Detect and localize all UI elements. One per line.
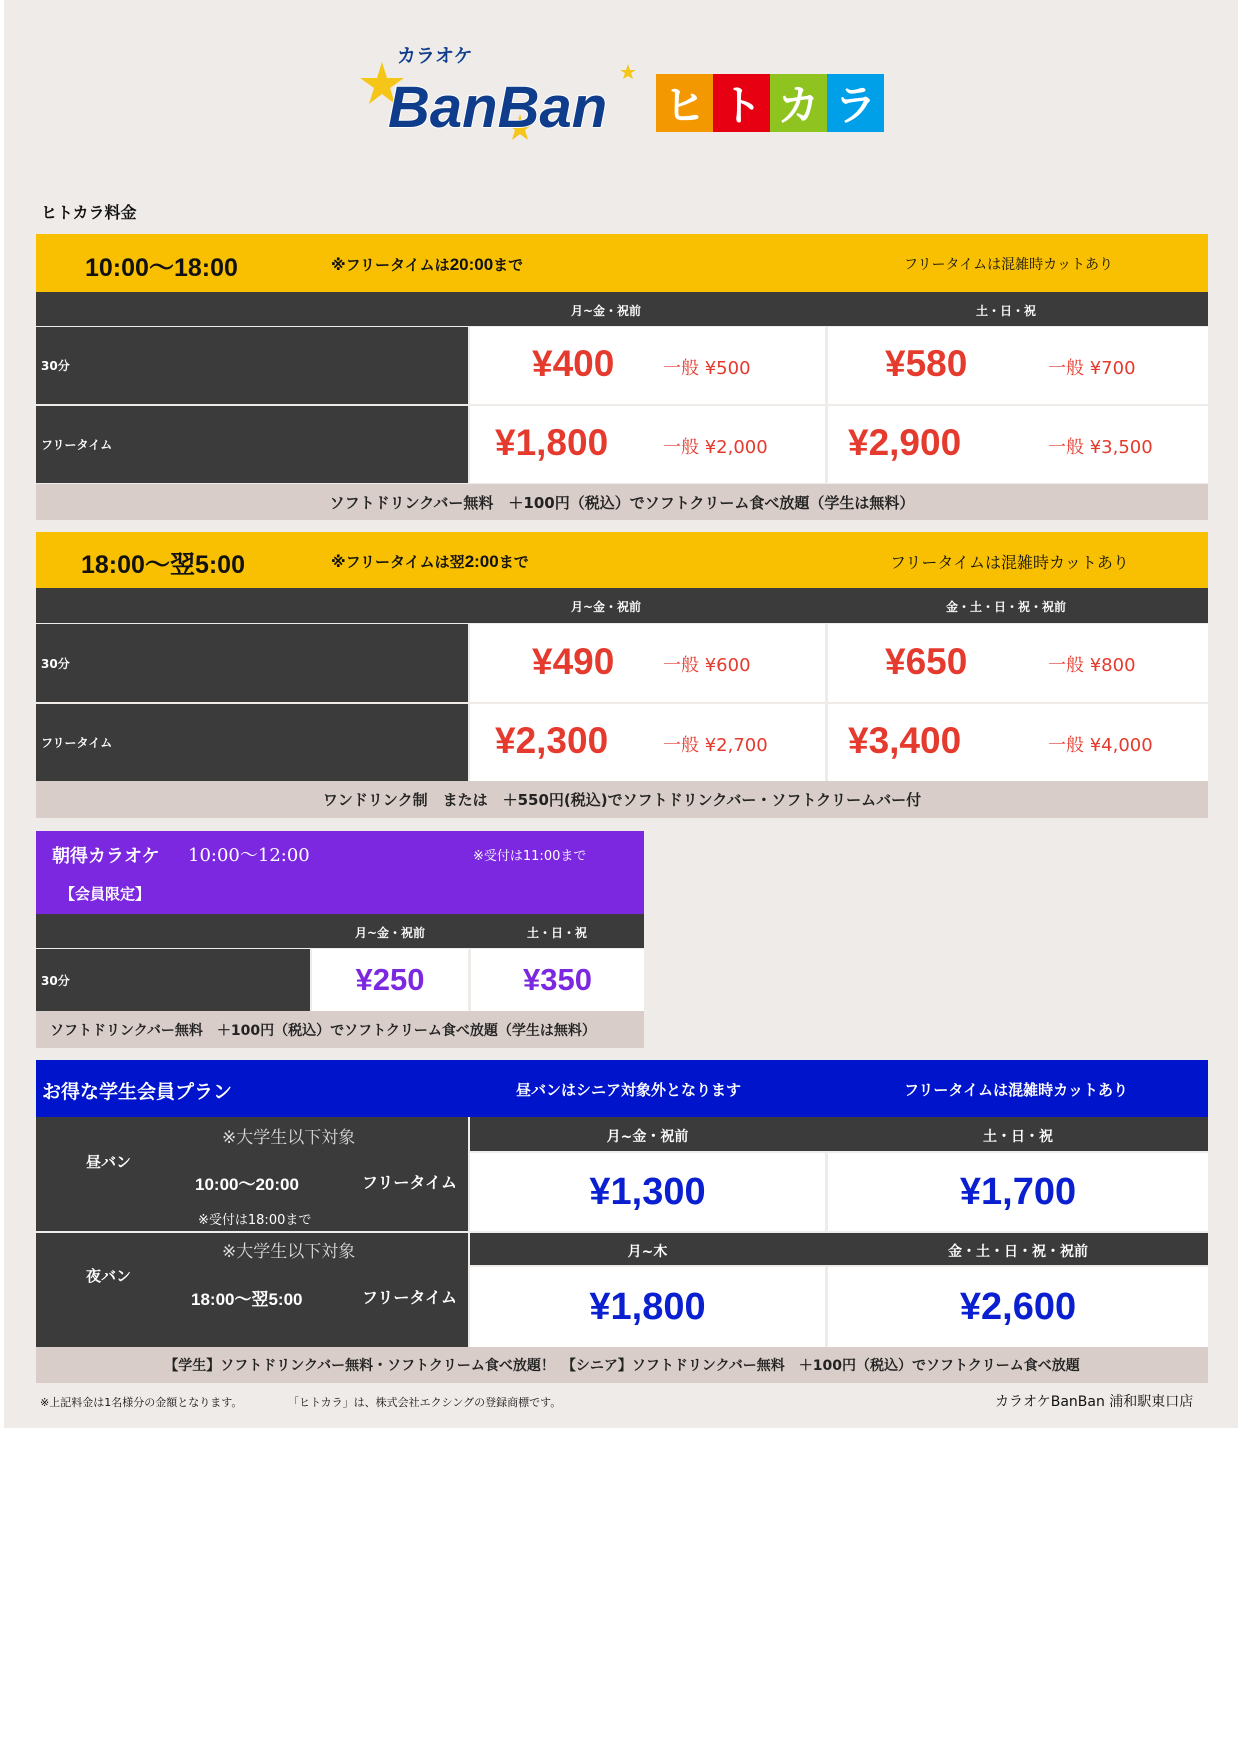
night-col-header	[36, 588, 1208, 623]
student-day-col2: 土・日・祝	[983, 1129, 1053, 1145]
price: ¥1,800	[589, 1285, 706, 1328]
regular-price: 一般 ¥800	[1048, 655, 1136, 676]
night-cut-note: フリータイムは混雑時カットあり	[890, 553, 1129, 572]
price: ¥400	[532, 343, 615, 384]
day-row2-price1	[470, 406, 825, 483]
price: ¥1,800	[495, 422, 609, 463]
night-header	[36, 532, 1208, 588]
hitokara-char: カ	[770, 74, 827, 132]
student-day-target: ※大学生以下対象	[222, 1128, 356, 1148]
regular-price: 一般 ¥600	[663, 655, 751, 676]
note-time: 20:00	[449, 255, 494, 274]
star-icon	[620, 64, 636, 79]
day-time: 10:00～18:00	[85, 254, 238, 282]
day-footer: ソフトドリンクバー無料 ＋100円（税込）でソフトクリーム食べ放題（学生は無料）	[36, 484, 1208, 520]
night-row-label: 30分	[36, 624, 468, 702]
regular-price: 一般 ¥4,000	[1048, 735, 1153, 756]
day-row2-price2	[828, 406, 1208, 483]
student-night-target: ※大学生以下対象	[222, 1242, 356, 1262]
note-prefix: ※フリータイムは翌	[331, 553, 465, 571]
student-title: お得な学生会員プラン	[42, 1081, 233, 1103]
regular-price: 一般 ¥500	[663, 358, 751, 379]
day-row1-price1	[470, 327, 825, 404]
day-freetime-note	[331, 254, 523, 275]
price: ¥2,600	[959, 1285, 1077, 1328]
price: ¥3,400	[848, 720, 962, 761]
banban-main-text: BanBan	[388, 75, 608, 140]
note-suffix: まで	[493, 256, 524, 274]
night-freetime-note	[331, 551, 529, 572]
morning-member-badge: 【会員限定】	[60, 885, 151, 903]
regular-price: 一般 ¥700	[1048, 358, 1136, 379]
note-prefix: ※フリータイムは	[331, 256, 450, 274]
night-row-label: フリータイム	[36, 704, 468, 781]
morning-price2	[471, 949, 644, 1011]
day-row1-price2	[828, 327, 1208, 404]
fee-note: ※上記料金は1名様分の金額となります。	[40, 1396, 243, 1409]
hitokara-char: ラ	[827, 74, 884, 132]
student-day-time: 10:00～20:00	[195, 1175, 299, 1194]
morning-title: 朝得カラオケ	[52, 846, 160, 867]
night-row1-price2	[828, 624, 1208, 702]
student-footer: 【学生】ソフトドリンクバー無料・ソフトクリーム食べ放題！ 【シニア】ソフトドリンクバー無料 ＋100円（税込）でソフトクリーム食べ放題	[36, 1347, 1208, 1383]
price: ¥2,900	[848, 422, 962, 463]
regular-price: 一般 ¥3,500	[1048, 437, 1153, 458]
morning-col-header	[36, 914, 644, 948]
store-name: カラオケBanBan 浦和駅東口店	[995, 1394, 1194, 1410]
day-row-label: フリータイム	[36, 406, 468, 483]
student-day-reception: ※受付は18:00まで	[198, 1213, 312, 1228]
morning-footer: ソフトドリンクバー無料 ＋100円（税込）でソフトクリーム食べ放題（学生は無料）	[36, 1011, 644, 1048]
student-night-col2: 金・土・日・祝・祝前	[948, 1244, 1088, 1260]
night-row1-price1	[470, 624, 825, 702]
student-day-label: 昼バン	[86, 1153, 132, 1171]
page-title: ヒトカラ料金	[41, 203, 137, 222]
student-day-price1	[470, 1153, 825, 1231]
student-night-label: 夜バン	[86, 1267, 132, 1285]
student-senior-note: 昼バンはシニア対象外となります	[516, 1081, 742, 1099]
regular-price: 一般 ¥2,000	[663, 437, 768, 458]
note-suffix: まで	[498, 553, 529, 571]
price: ¥1,700	[959, 1170, 1077, 1213]
student-header	[36, 1060, 1208, 1117]
note-time: 2:00	[464, 552, 499, 571]
night-col2: 金・土・日・祝・祝前	[945, 600, 1066, 614]
night-footer: ワンドリンク制 または ＋550円(税込)でソフトドリンクバー・ソフトクリームバー付	[36, 781, 1208, 818]
student-night-col-header	[470, 1233, 1208, 1265]
price: ¥2,300	[495, 720, 609, 761]
hitokara-char: ヒ	[656, 74, 713, 132]
night-col1: 月~金・祝前	[570, 600, 642, 614]
trademark-note: 「ヒトカラ」は、株式会社エクシングの登録商標です。	[288, 1396, 562, 1409]
price: ¥650	[885, 641, 968, 682]
hitokara-char: ト	[713, 74, 770, 132]
banban-small-text: カラオケ	[397, 46, 473, 67]
student-day-col-header	[470, 1117, 1208, 1151]
price: ¥580	[885, 343, 968, 384]
student-night-price1	[470, 1267, 825, 1347]
day-cut-note: フリータイムは混雑時カットあり	[904, 257, 1114, 273]
day-header	[36, 234, 1208, 292]
night-time: 18:00～翌5:00	[81, 551, 245, 579]
student-day-plan: フリータイム	[362, 1173, 458, 1192]
morning-header	[36, 831, 644, 914]
price: ¥490	[532, 641, 615, 682]
price: ¥1,300	[589, 1170, 706, 1213]
student-night-price2	[828, 1267, 1208, 1347]
student-night-col1: 月~木	[627, 1244, 668, 1260]
student-night-plan: フリータイム	[362, 1288, 458, 1307]
student-day-price2	[828, 1153, 1208, 1231]
morning-time: 10:00～12:00	[188, 845, 310, 866]
student-night-time: 18:00～翌5:00	[191, 1290, 303, 1309]
morning-col2: 土・日・祝	[526, 926, 587, 940]
morning-row-label: 30分	[36, 949, 310, 1011]
day-row-label: 30分	[36, 327, 468, 404]
price: ¥350	[523, 962, 592, 997]
hitokara-logo	[656, 74, 884, 134]
day-col2: 土・日・祝	[975, 304, 1036, 318]
student-day-col1: 月~金・祝前	[606, 1129, 689, 1145]
night-row2-price1	[470, 704, 825, 781]
day-col1: 月~金・祝前	[570, 304, 642, 318]
price: ¥250	[355, 962, 425, 997]
student-night-label-block	[36, 1233, 468, 1347]
day-col-header	[36, 292, 1208, 326]
regular-price: 一般 ¥2,700	[663, 735, 768, 756]
morning-col1: 月~金・祝前	[354, 926, 426, 940]
morning-reception: ※受付は11:00まで	[473, 849, 587, 864]
student-cut-note: フリータイムは混雑時カットあり	[904, 1081, 1128, 1099]
night-row2-price2	[828, 704, 1208, 781]
morning-price1	[312, 949, 468, 1011]
student-day-label-block	[36, 1117, 468, 1231]
